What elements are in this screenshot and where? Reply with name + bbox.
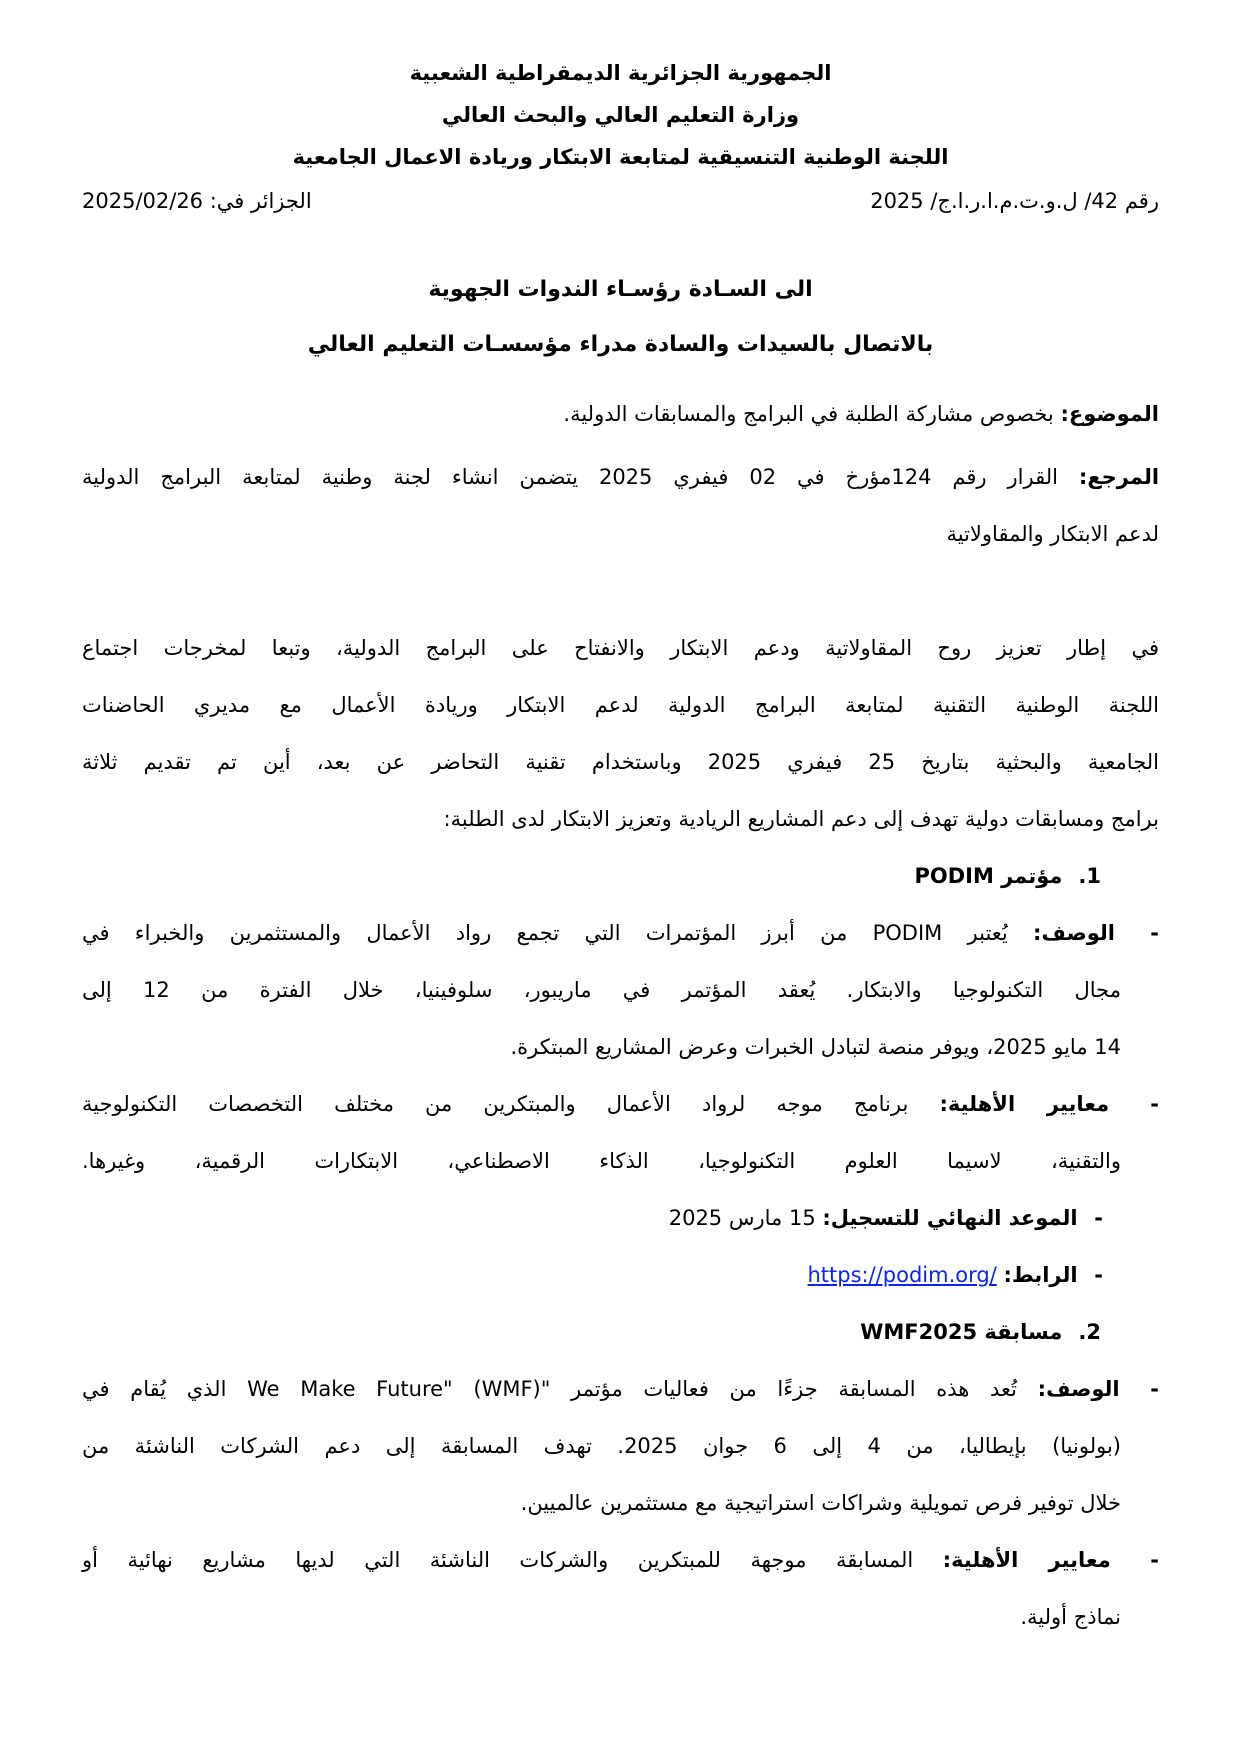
deadline-value: 15 مارس 2025 xyxy=(668,1206,816,1230)
podim-eligibility-line-1 xyxy=(82,1076,1159,1133)
reference-text: القرار رقم 124مؤرخ في 02 فيفري 2025 يتضمن انشاء لجنة وطنية لمتابعة البرامج الدولية xyxy=(82,465,1058,489)
addressee-line-2: بالاتصال بالسيدات والسادة مدراء مؤسسـات التعليم العالي xyxy=(307,332,934,357)
bullet-dash: - xyxy=(1094,1263,1103,1287)
addressee-block xyxy=(82,262,1159,372)
wmf-eligibility-line-1 xyxy=(82,1532,1159,1589)
wmf-description-line-2: (بولونيا) بإيطاليا، من 4 إلى 6 جوان 2025. تهدف المسابقة إلى دعم الشركات الناشئة من xyxy=(82,1434,1121,1458)
reference-label: المرجع: xyxy=(1078,465,1160,489)
section-1-heading xyxy=(82,848,1101,905)
eligibility-label: معايير الأهلية: xyxy=(939,1092,1110,1116)
bullet-dash: - xyxy=(1094,1206,1103,1230)
podim-description-line-2: مجال التكنولوجيا والابتكار. يُعقد المؤتمر في ماريبور، سلوفينيا، خلال الفترة من 12 إلى xyxy=(82,978,1121,1002)
wmf-eligibility-line-2: نماذج أولية. xyxy=(1020,1605,1121,1629)
bullet-dash: - xyxy=(1150,1092,1159,1116)
intro-line-2: اللجنة الوطنية التقنية لمتابعة البرامج الدولية لدعم الابتكار وريادة الأعمال مع مديري الحاضنات xyxy=(82,693,1159,717)
section-2-title: مسابقة WMF2025 xyxy=(860,1320,1063,1344)
section-2-number: 2. xyxy=(1078,1320,1101,1344)
section-2-heading xyxy=(82,1304,1101,1361)
addressee-line-1: الى السـادة رؤسـاء الندوات الجهوية xyxy=(428,277,813,302)
letterhead-line-2: وزارة التعليم العالي والبحث العالي xyxy=(441,103,800,127)
bullet-dash: - xyxy=(1150,1548,1159,1572)
document-ref-number: رقم 42/ ل.و.ت.م.ا.ر.ا.ج/ 2025 xyxy=(870,189,1159,213)
wmf-description-text: تُعد هذه المسابقة جزءًا من فعاليات مؤتمر "We Make Future" (WMF) الذي يُقام في xyxy=(82,1377,1017,1401)
deadline-label: الموعد النهائي للتسجيل: xyxy=(822,1206,1078,1230)
subject-line xyxy=(82,386,1159,443)
letterhead-line-3: اللجنة الوطنية التنسيقية لمتابعة الابتكار وريادة الاعمال الجامعية xyxy=(292,145,949,169)
intro-paragraph xyxy=(82,620,1159,848)
eligibility-label: معايير الأهلية: xyxy=(942,1548,1111,1572)
podim-hyperlink[interactable]: https://podim.org/ xyxy=(807,1263,997,1287)
intro-line-4: برامج ومسابقات دولية تهدف إلى دعم المشاريع الريادية وتعزيز الابتكار لدى الطلبة: xyxy=(443,807,1159,831)
reference-date-row xyxy=(82,186,1159,216)
subject-label: الموضوع: xyxy=(1060,402,1159,426)
letterhead-line-1: الجمهورية الجزائرية الديمقراطية الشعبية xyxy=(409,61,832,85)
wmf-eligibility-text: المسابقة موجهة للمبتكرين والشركات الناشئة التي لديها مشاريع نهائية أو xyxy=(82,1548,914,1572)
subject-text: بخصوص مشاركة الطلبة في البرامج والمسابقات الدولية. xyxy=(563,402,1054,426)
podim-link-line xyxy=(82,1247,1103,1304)
podim-description-line-3: 14 مايو 2025، ويوفر منصة لتبادل الخبرات وعرض المشاريع المبتكرة. xyxy=(510,1035,1121,1059)
section-1-title: مؤتمر PODIM xyxy=(914,864,1063,888)
wmf-description-line-1 xyxy=(82,1361,1159,1418)
wmf-description-line-3: خلال توفير فرص تمويلية وشراكات استراتيجية مع مستثمرين عالميين. xyxy=(520,1491,1121,1515)
link-label: الرابط: xyxy=(1003,1263,1078,1287)
intro-line-1: في إطار تعزيز روح المقاولاتية ودعم الابتكار والانفتاح على البرامج الدولية، وتبعا لمخرجات اجتماع xyxy=(82,636,1159,660)
description-label: الوصف: xyxy=(1033,921,1115,945)
bullet-dash: - xyxy=(1150,1377,1160,1401)
section-1-number: 1. xyxy=(1078,864,1101,888)
podim-eligibility-text: برنامج موجه لرواد الأعمال والمبتكرين من مختلف التخصصات التكنولوجية xyxy=(82,1092,909,1116)
podim-description-line-1 xyxy=(82,905,1159,962)
reference-line-1 xyxy=(82,449,1159,506)
podim-eligibility-line-2: والتقنية، لاسيما العلوم التكنولوجيا، الذكاء الاصطناعي، الابتكارات الرقمية، وغيرها. xyxy=(82,1149,1121,1173)
podim-description-text: يُعتبر PODIM من أبرز المؤتمرات التي تجمع رواد الأعمال والمستثمرين والخبراء في xyxy=(82,921,1008,945)
podim-deadline-line xyxy=(82,1190,1103,1247)
reference-line-2: لدعم الابتكار والمقاولاتية xyxy=(946,522,1159,546)
description-label: الوصف: xyxy=(1037,1377,1120,1401)
place-and-date: الجزائر في: 2025/02/26 xyxy=(82,189,312,213)
intro-line-3: الجامعية والبحثية بتاريخ 25 فيفري 2025 وباستخدام تقنية التحاضر عن بعد، أين تم تقديم ثلاثة xyxy=(82,750,1159,774)
bullet-dash: - xyxy=(1150,921,1159,945)
